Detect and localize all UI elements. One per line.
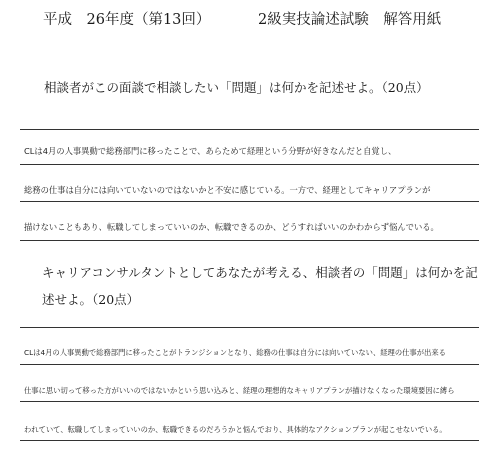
answer-line-divider: [20, 364, 479, 365]
answer-line-divider: [20, 129, 479, 130]
answer-1-line-2: 総務の仕事は自分には向いていないのではないかと不安に感じている。一方で、経理としてキャリアプランが: [24, 185, 431, 195]
answer-sheet-header: [0, 9, 500, 31]
answer-2-line-2: 仕事に思い切って移った方がいいのではないかという思い込みと、経理の理想的なキャリアプランが描けなくなった環境要因に縛ら: [24, 386, 455, 395]
answer-1-line-3: 描けないこともあり、転職してしまっていいのか、転職できるのか、どうすればいいのかわからず悩んでいる。: [24, 222, 439, 232]
answer-line-divider: [20, 164, 479, 165]
exam-sheet-title: 2級実技論述試験 解答用紙: [258, 12, 442, 28]
answer-line-divider: [20, 327, 479, 328]
answer-line-divider: [20, 201, 479, 202]
answer-line-divider: [20, 440, 479, 441]
answer-line-divider: [20, 401, 479, 402]
question-1-prompt: 相談者がこの面談で相談したい「問題」は何かを記述せよ。（20点）: [44, 80, 429, 95]
question-2-prompt-line-2: 述せよ。（20点）: [42, 292, 140, 307]
answer-2-line-3: われていて、転職してしまっていいのか、転職できるのだろうかと悩んでおり、具体的なアクションプランが起こせないでいる。: [24, 425, 447, 434]
answer-line-divider: [20, 240, 479, 241]
answer-2-line-1: CLは4月の人事異動で総務部門に移ったことがトランジションとなり、総務の仕事は自分には向いていない、経理の仕事が出来る: [24, 348, 446, 357]
answer-1-line-1: CLは4月の人事異動で総務部門に移ったことで、あらためて経理という分野が好きなんだと自覚し、: [24, 146, 397, 156]
question-2-prompt-line-1: キャリアコンサルタントとしてあなたが考える、相談者の「問題」は何かを記: [42, 265, 478, 280]
exam-session-title: 平成 26年度（第13回）: [43, 12, 211, 28]
